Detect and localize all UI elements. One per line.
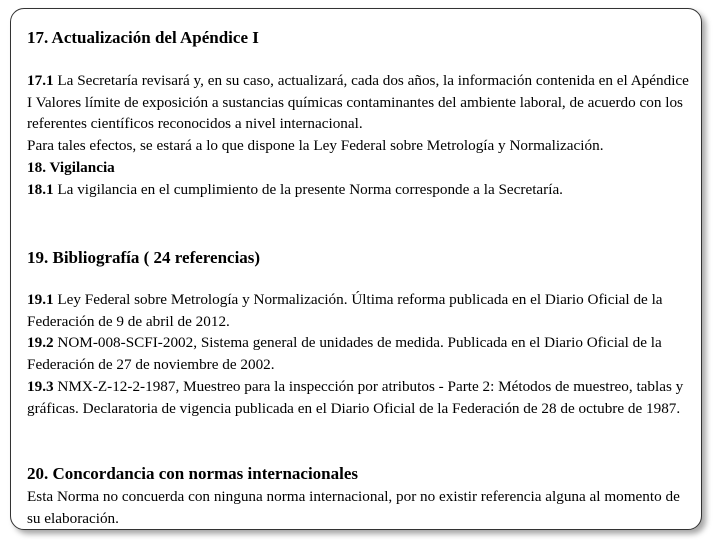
bibliography-list: [27, 289, 697, 419]
section-19-heading: 19. Bibliografía ( 24 referencias): [27, 248, 261, 267]
paragraph-number: 18.1: [27, 180, 54, 198]
section-20-heading: 20. Concordancia con normas internacionales: [27, 464, 359, 483]
reference-number: 19.3: [27, 377, 54, 395]
list-item: [27, 289, 697, 332]
list-item: [27, 332, 697, 375]
section-18-heading: 18. Vigilancia: [27, 158, 115, 176]
paragraph-text: La Secretaría revisará y, en su caso, actualizará, cada dos años, la información contenida en el Apéndice I Valores límite de exposición a sustancias químicas contaminantes del ambiente laboral, de acuerdo con los referentes científicos reconocidos a nivel internacional.: [27, 72, 689, 133]
paragraph-text: La vigilancia en el cumplimiento de la presente Norma corresponde a la Secretaría.: [57, 180, 563, 198]
section-17-heading: 17. Actualización del Apéndice I: [27, 28, 259, 47]
reference-text: NOM-008-SCFI-2002, Sistema general de unidades de medida. Publicada en el Diario Oficial de la Federación de 27 de noviembre de 2002.: [27, 334, 662, 374]
reference-number: 19.1: [27, 291, 54, 308]
section-17-body: [27, 70, 697, 200]
paragraph-text: Para tales efectos, se estará a lo que dispone la Ley Federal sobre Metrología y Normalización.: [27, 137, 604, 155]
section-20-body: Esta Norma no concuerda con ninguna norma internacional, por no existir referencia alguna al momento de su elaboración.: [27, 488, 680, 527]
paragraph-number: 17.1: [27, 72, 54, 89]
reference-text: NMX-Z-12-2-1987, Muestreo para la inspección por atributos - Parte 2: Métodos de muestreo, tablas y gráficas. Declaratoria de vigencia publicada en el Diario Oficial de la Federación de 28 de octubre de 1987.: [27, 377, 684, 417]
document-slide: [10, 8, 702, 530]
list-item: [27, 376, 697, 419]
reference-number: 19.2: [27, 334, 54, 352]
reference-text: Ley Federal sobre Metrología y Normalización. Última reforma publicada en el Diario Oficial de la Federación de 9 de abril de 2012.: [27, 291, 663, 330]
